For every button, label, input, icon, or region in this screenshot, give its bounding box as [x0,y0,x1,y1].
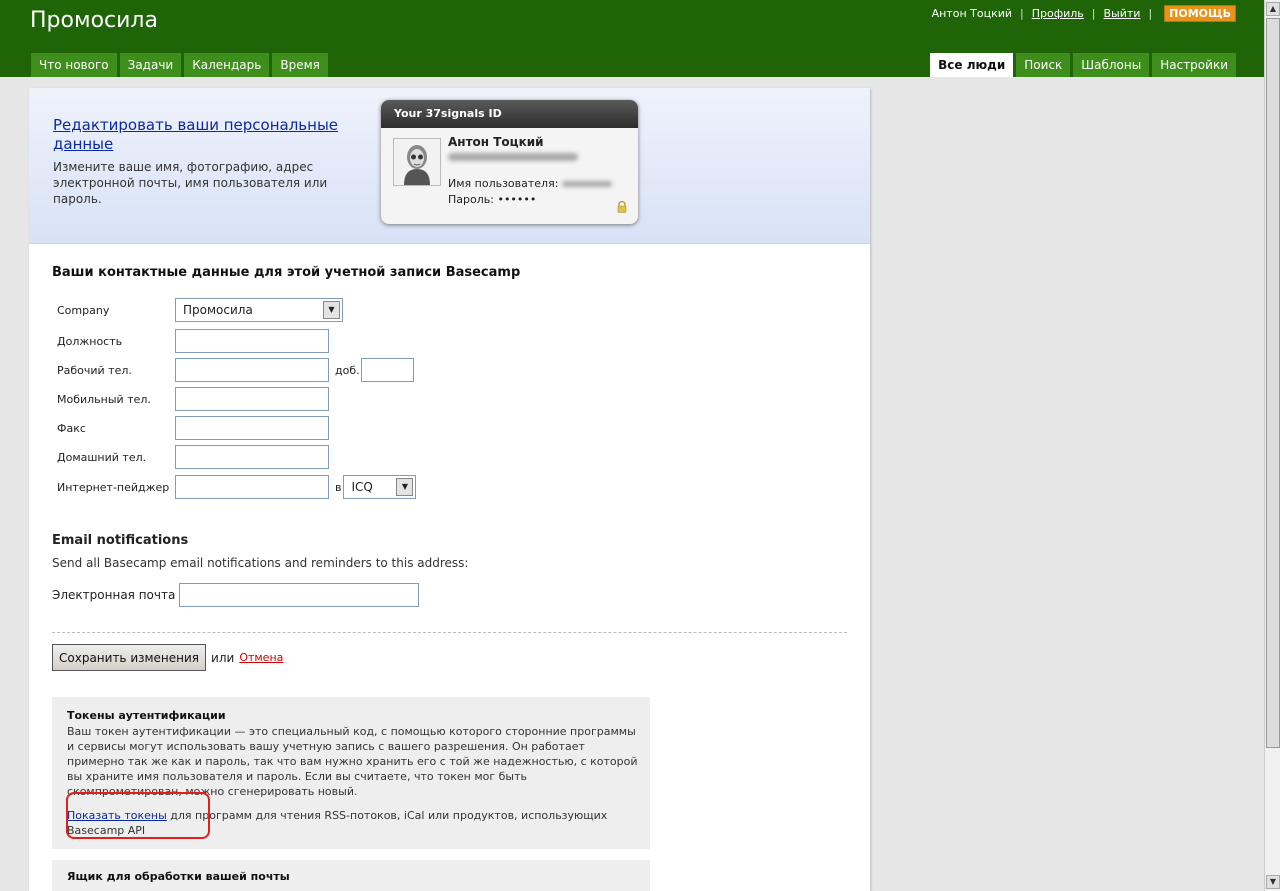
position-label: Должность [57,334,123,348]
im-input[interactable] [175,475,329,499]
email-label: Электронная почта [52,588,176,602]
show-tokens-link[interactable]: Показать токены [67,809,167,822]
show-tokens-suffix: для программ для чтения RSS-потоков, iCal или продуктов, использующих Basecamp API [67,809,608,837]
mobile-label: Мобильный тел. [57,392,151,406]
profile-banner [29,88,870,244]
save-row [52,644,283,671]
scroll-up-arrow-icon[interactable]: ▲ [1266,2,1280,16]
profile-link[interactable]: Профиль [1031,7,1084,20]
logout-link[interactable]: Выйти [1103,7,1141,20]
vertical-scrollbar[interactable] [1264,0,1280,891]
tab-calendar[interactable]: Календарь [184,53,269,77]
edit-description: Измените ваше имя, фотографию, адрес электронной почты, имя пользователя или пароль. [53,160,328,206]
or-text: или [211,650,235,665]
email-field[interactable] [179,583,419,607]
username-label: Имя пользователя: [448,177,559,190]
company-select-value: Промосила [183,303,253,317]
tab-templates[interactable]: Шаблоны [1073,53,1149,77]
id-card [381,100,638,224]
email-notifications-description: Send all Basecamp email notifications and reminders to this address: [52,556,469,570]
main-tabs [31,53,331,77]
auth-tokens-title: Токены аутентификации [67,709,226,722]
tab-search[interactable]: Поиск [1016,53,1070,77]
cancel-link[interactable]: Отмена [239,651,284,664]
secondary-tabs [930,53,1236,77]
edit-personal-data-link[interactable]: Редактировать ваши персональные данные [53,116,339,153]
work-phone-input[interactable] [175,358,329,382]
id-card-header: Your 37signals ID [381,100,638,128]
card-password-row [448,193,536,206]
mobile-input[interactable] [175,387,329,411]
annotation-highlight [66,792,210,839]
position-input[interactable] [175,329,329,353]
help-button[interactable]: ПОМОЩЬ [1164,5,1236,22]
divider [52,632,847,633]
separator: | [1091,7,1096,20]
tab-time[interactable]: Время [272,53,328,77]
main-panel [29,88,870,891]
company-row [57,298,343,322]
tab-whats-new[interactable]: Что нового [31,53,117,77]
company-label: Company [57,303,110,317]
scroll-down-arrow-icon[interactable]: ▼ [1266,875,1280,889]
mailbox-title: Ящик для обработки вашей почты [67,870,290,883]
home-phone-input[interactable] [175,445,329,469]
save-button[interactable]: Сохранить изменения [52,644,206,671]
tab-all-people[interactable]: Все люди [930,53,1013,77]
separator: | [1020,7,1024,20]
auth-tokens-description: Ваш токен аутентификации — это специальный код, с помощью которого сторонние программы и сервисы могут использовать вашу учетную запись с вашего разрешения. Он работает примерно так же как и пароль, так что вам нужно хранить его с той же надежностью, с которой вы храните имя пользователя и пароль. Если вы считаете, что токен мог быть скомпрометирован, можно сгенерировать новый. [67,725,638,798]
tab-settings[interactable]: Настройки [1152,53,1236,77]
fax-row [57,416,329,440]
app-title: Промосила [30,8,158,33]
chevron-down-icon[interactable]: ▼ [396,478,413,496]
contact-section-title: Ваши контактные данные для этой учетной записи Basecamp [52,265,521,280]
user-avatar-icon [394,139,440,185]
card-user-name: Антон Тоцкий [448,135,544,149]
user-name: Антон Тоцкий [931,7,1013,20]
ext-label: доб. [335,363,360,377]
user-bar [932,5,1236,22]
chevron-down-icon[interactable]: ▼ [323,301,340,319]
home-phone-label: Домашний тел. [57,450,147,464]
work-phone-label: Рабочий тел. [57,363,132,377]
scroll-thumb[interactable] [1266,18,1280,748]
avatar [393,138,441,186]
tab-tasks[interactable]: Задачи [120,53,182,77]
company-select[interactable] [175,298,343,322]
blurred-email [448,153,578,161]
password-label: Пароль: [448,193,494,206]
blurred-username [562,181,612,187]
work-phone-row [57,358,414,382]
app-header [0,0,1264,77]
im-in-label: в [335,480,342,494]
im-row [57,475,416,499]
lock-icon [616,201,628,213]
home-phone-row [57,445,329,469]
password-mask: •••••• [497,193,537,206]
im-service-value: ICQ [351,480,373,494]
mobile-row [57,387,329,411]
fax-input[interactable] [175,416,329,440]
email-notifications-title: Email notifications [52,533,189,548]
im-label: Интернет-пейджер [57,480,170,494]
card-username-row [448,177,612,190]
email-row [52,583,419,607]
auth-tokens-box [52,697,650,849]
position-row [57,329,329,353]
ext-input[interactable] [361,358,414,382]
fax-label: Факс [57,421,86,435]
im-service-select[interactable] [343,475,416,499]
separator: | [1148,7,1153,20]
mailbox-box [52,860,650,891]
